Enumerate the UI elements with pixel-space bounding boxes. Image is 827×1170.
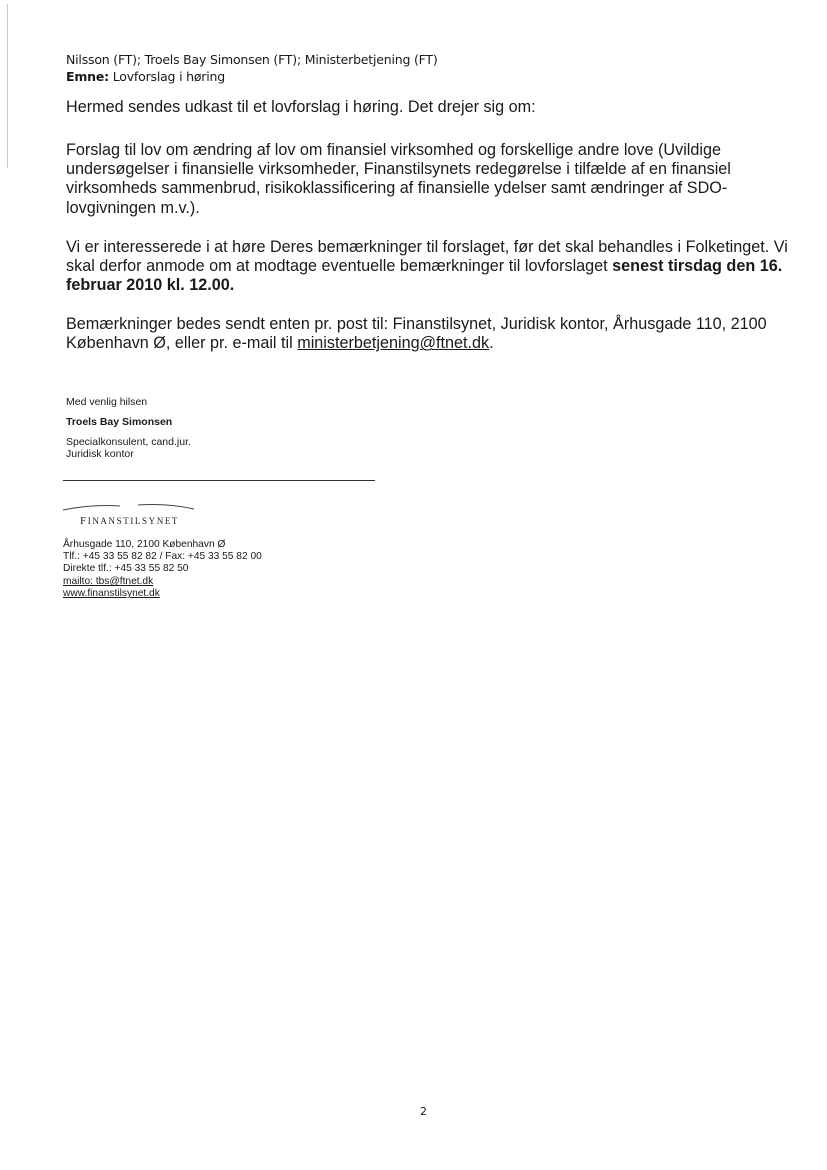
intro-paragraph: Hermed sendes udkast til et lovforslag i høring. Det drejer sig om: — [66, 98, 536, 116]
footer-direct-phone: Direkte tlf.: +45 33 55 82 50 — [63, 563, 189, 574]
submission-text: Bemærkninger bedes sendt enten pr. post til: Finanstilsynet, Juridisk kontor, Århusgade 110, 2100 København Ø, eller pr. e-mail til — [66, 315, 767, 353]
signature-name: Troels Bay Simonsen — [66, 416, 173, 428]
deadline-text: senest tirsdag den 16. februar 2010 kl. 12.00. — [66, 257, 783, 295]
subject-value: Lovforslag i høring — [112, 69, 225, 84]
footer-phone: Tlf.: +45 33 55 82 82 / Fax: +45 33 55 82 00 — [63, 551, 262, 562]
email-header — [66, 51, 438, 85]
bill-paragraph: Forslag til lov om ændring af lov om finansiel virksomhed og forskellige andre love (Uvildige undersøgelser i finansielle virksomheder, Finanstilsynets redegørelse i tilfælde af en finansiel virksomheds sammenbrud, risikoklassificering af finansielle ydelser samt ændringer af SDO-lovgivningen m.v.). — [66, 141, 731, 217]
subject-line — [66, 68, 438, 85]
email-link[interactable]: ministerbetjening@ftnet.dk — [297, 334, 490, 353]
footer-address: Århusgade 110, 2100 København Ø — [63, 539, 226, 550]
finanstilsynet-logo — [80, 515, 179, 527]
submission-end: . — [489, 334, 494, 353]
scan-margin-line — [7, 4, 8, 168]
footer-mail-link[interactable]: mailto: tbs@ftnet.dk — [63, 576, 154, 587]
recipients-line: Nilsson (FT); Troels Bay Simonsen (FT); Ministerbetjening (FT) — [66, 52, 438, 67]
request-paragraph — [66, 238, 806, 296]
signature-title: Specialkonsulent, cand.jur. — [66, 436, 191, 448]
logo-initial: F — [80, 515, 88, 527]
signature-divider — [63, 480, 375, 481]
subject-label: Emne: — [66, 69, 109, 84]
footer-website-link[interactable]: www.finanstilsynet.dk — [63, 588, 160, 599]
request-text: Vi er interesserede i at høre Deres bemærkninger til forslaget, før det skal behandles i Folketinget. Vi skal derfor anmode om at modtage eventuelle bemærkninger til lovforslaget — [66, 238, 788, 276]
signature-greeting: Med venlig hilsen — [66, 396, 148, 408]
signature-department: Juridisk kontor — [66, 448, 134, 460]
logo-swoosh-icon — [62, 500, 197, 514]
page-number: 2 — [420, 1105, 427, 1118]
submission-paragraph — [66, 315, 806, 353]
logo-rest: INANSTILSYNET — [87, 516, 180, 526]
